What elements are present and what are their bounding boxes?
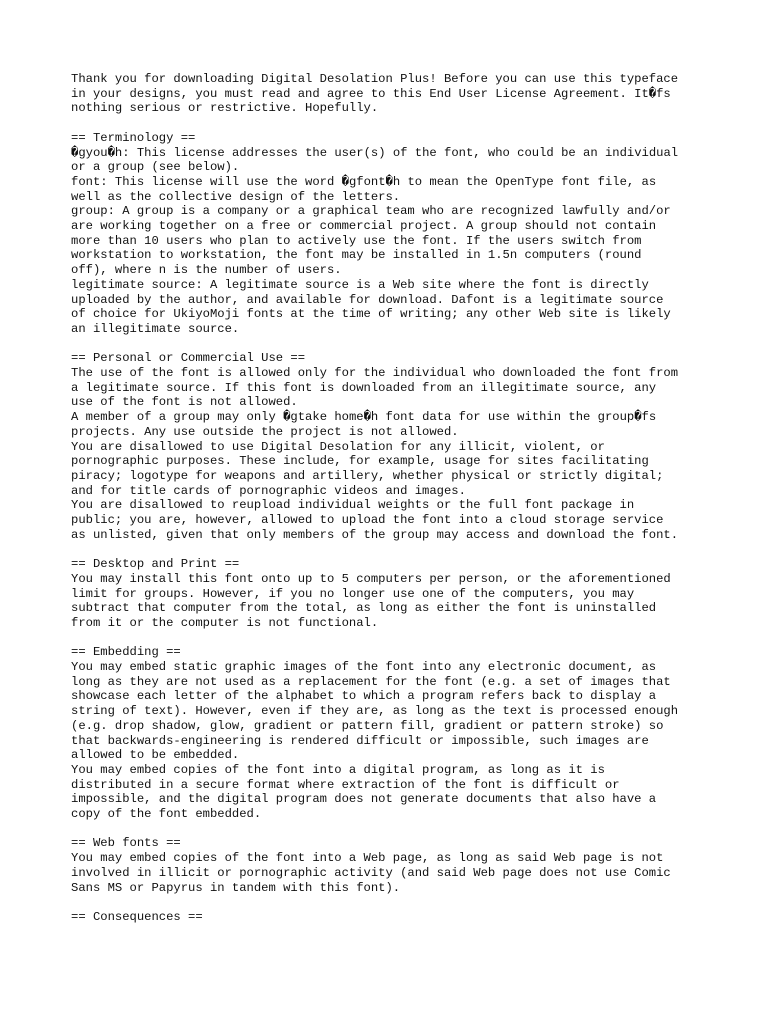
text-line: �gyou�h: This license addresses the user(s) of the font, who could be an individual: [71, 145, 679, 160]
embedding-section: [71, 645, 731, 821]
terminology-section: [71, 131, 731, 337]
text-line: or a group (see below).: [71, 160, 240, 175]
section-heading: == Personal or Commercial Use ==: [71, 351, 306, 366]
text-line: The use of the font is allowed only for the individual who downloaded the font from: [71, 366, 679, 381]
text-line: from it or the computer is not functional.: [71, 615, 379, 630]
text-line: font: This license will use the word �gfont�h to mean the OpenType font file, as: [71, 174, 657, 189]
text-line: distributed in a secure format where extraction of the font is difficult or: [71, 777, 620, 792]
text-line: and for title cards of pornographic videos and images.: [71, 483, 466, 498]
text-line: (e.g. drop shadow, glow, gradient or pattern fill, gradient or pattern stroke) so: [71, 718, 664, 733]
text-line: Sans MS or Papyrus in tandem with this font).: [71, 880, 401, 895]
text-line: You may embed static graphic images of the font into any electronic document, as: [71, 660, 657, 675]
text-line: subtract that computer from the total, as long as either the font is uninstalled: [71, 601, 657, 616]
text-line: nothing serious or restrictive. Hopefully.: [71, 101, 379, 116]
consequences-section: [71, 910, 731, 925]
section-heading: == Web fonts ==: [71, 836, 181, 851]
text-line: involved in illicit or pornographic activity (and said Web page does not use Comic: [71, 865, 671, 880]
text-line: piracy; logotype for weapons and artillery, whether physical or strictly digital;: [71, 468, 664, 483]
text-line: as unlisted, given that only members of the group may access and download the font.: [71, 527, 679, 542]
section-heading: == Terminology ==: [71, 130, 196, 145]
text-line: well as the collective design of the letters.: [71, 189, 401, 204]
text-line: long as they are not used as a replacement for the font (e.g. a set of images that: [71, 674, 671, 689]
text-line: legitimate source: A legitimate source is a Web site where the font is directly: [71, 277, 649, 292]
personal-commercial-section: [71, 351, 731, 542]
text-line: allowed to be embedded.: [71, 748, 240, 763]
text-line: string of text). However, even if they are, as long as the text is processed enough: [71, 704, 679, 719]
section-heading: == Desktop and Print ==: [71, 557, 240, 572]
text-line: You may embed copies of the font into a Web page, as long as said Web page is not: [71, 851, 664, 866]
text-line: that backwards-engineering is rendered difficult or impossible, such images are: [71, 733, 649, 748]
text-line: You may install this font onto up to 5 computers per person, or the aforementioned: [71, 571, 671, 586]
text-line: impossible, and the digital program does not generate documents that also have a: [71, 792, 657, 807]
text-line: in your designs, you must read and agree to this End User License Agreement. It�fs: [71, 86, 671, 101]
text-line: A member of a group may only �gtake home�h font data for use within the group�fs: [71, 410, 657, 425]
text-line: You are disallowed to reupload individual weights or the full font package in: [71, 498, 635, 513]
text-line: uploaded by the author, and available for download. Dafont is a legitimate source: [71, 292, 664, 307]
text-line: use of the font is not allowed.: [71, 395, 298, 410]
text-line: Thank you for downloading Digital Desolation Plus! Before you can use this typeface: [71, 72, 679, 86]
text-line: group: A group is a company or a graphical team who are recognized lawfully and/or: [71, 204, 671, 219]
text-line: more than 10 users who plan to actively use the font. If the users switch from: [71, 233, 642, 248]
text-line: off), where n is the number of users.: [71, 263, 342, 278]
section-heading: == Embedding ==: [71, 645, 181, 660]
text-line: are working together on a free or commercial project. A group should not contain: [71, 219, 657, 234]
desktop-print-section: [71, 557, 731, 631]
license-document: [71, 72, 731, 939]
web-fonts-section: [71, 836, 731, 895]
text-line: pornographic purposes. These include, for example, usage for sites facilitating: [71, 454, 649, 469]
text-line: copy of the font embedded.: [71, 807, 262, 822]
text-line: workstation to workstation, the font may be installed in 1.5n computers (round: [71, 248, 642, 263]
text-line: an illegitimate source.: [71, 321, 240, 336]
text-line: You may embed copies of the font into a digital program, as long as it is: [71, 762, 605, 777]
text-line: public; you are, however, allowed to upload the font into a cloud storage service: [71, 513, 664, 528]
section-heading: == Consequences ==: [71, 909, 203, 924]
text-line: showcase each letter of the alphabet to which a program refers back to display a: [71, 689, 657, 704]
text-line: You are disallowed to use Digital Desolation for any illicit, violent, or: [71, 439, 605, 454]
text-line: a legitimate source. If this font is downloaded from an illegitimate source, any: [71, 380, 657, 395]
text-line: projects. Any use outside the project is not allowed.: [71, 424, 459, 439]
text-line: of choice for UkiyoMoji fonts at the time of writing; any other Web site is likely: [71, 307, 671, 322]
text-line: limit for groups. However, if you no longer use one of the computers, you may: [71, 586, 635, 601]
intro-paragraph: [71, 72, 731, 116]
